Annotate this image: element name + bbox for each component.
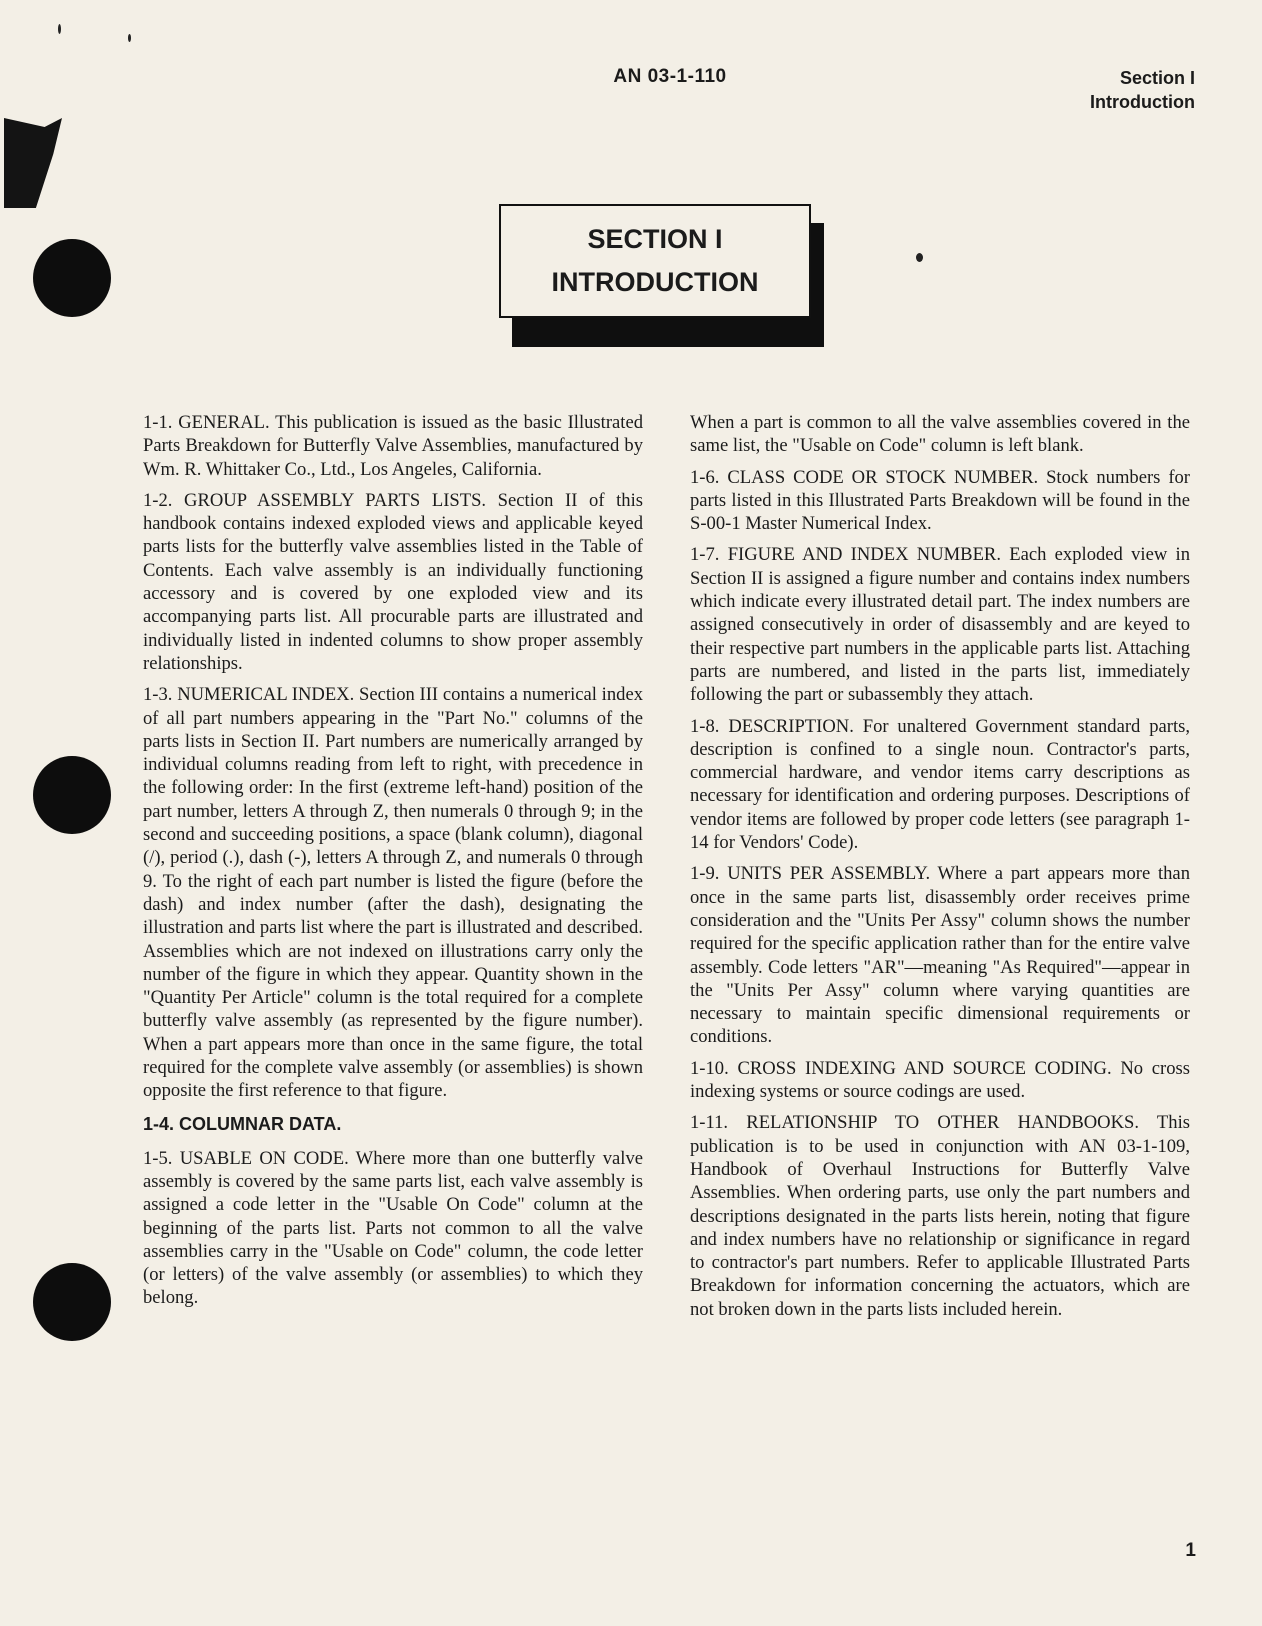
paragraph-1-10: 1-10. CROSS INDEXING AND SOURCE CODING. No cross indexing systems or source codings are used. (690, 1057, 1190, 1103)
right-column (690, 411, 1190, 1329)
paragraph-1-6: 1-6. CLASS CODE OR STOCK NUMBER. Stock numbers for parts listed in this Illustrated Parts Breakdown will be found in the S-00-1 Master Numerical Index. (690, 466, 1190, 535)
paragraph-1-7: 1-7. FIGURE AND INDEX NUMBER. Each exploded view in Section II is assigned a figure number and contains index numbers which indicate every illustrated detail part. The index numbers are assigned consecutively in order of disassembly and are keyed to their respective part numbers in the applicable parts list. Attaching parts are numbered, and listed in the parts list, immediately following the part or subassembly they attach. (690, 544, 1190, 706)
section-title-box (499, 204, 811, 318)
section-header (1090, 66, 1195, 114)
paragraph-1-2: 1-2. GROUP ASSEMBLY PARTS LISTS. Section II of this handbook contains indexed exploded views and applicable keyed parts lists for the butterfly valve assemblies listed in the Table of Contents. Each valve assembly is an individually functioning accessory and is covered by one exploded view and its accompanying parts list. All procurable parts are illustrated and individually listed in indented columns to show proper assembly relationships. (143, 489, 643, 674)
section-title-line1: SECTION I (587, 224, 723, 254)
left-column (143, 411, 643, 1318)
paragraph-1-1: 1-1. GENERAL. This publication is issued as the basic Illustrated Parts Breakdown for Butterfly Valve Assemblies, manufactured by Wm. R. Whittaker Co., Ltd., Los Angeles, California. (143, 412, 643, 480)
punch-hole-middle (33, 756, 111, 834)
scan-speck (916, 253, 923, 262)
section-name: Introduction (1090, 92, 1195, 112)
paragraph-1-3: 1-3. NUMERICAL INDEX. Section III contains a numerical index of all part numbers appearing in the "Part No." columns of the parts lists in Section II. Part numbers are numerically arranged by individual columns reading from left to right, with precedence in the following order: In the first (extreme left-hand) position of the part number, letters A through Z, then numerals 0 through 9; in the second and succeeding positions, a space (blank column), diagonal (/), period (.), dash (-), letters A through Z, and numerals 0 through 9. To the right of each part number is listed the figure (before the dash) and index number (after the dash), designating the illustration and parts list where the part is illustrated and described. Assemblies which are not indexed on illustrations carry only the number of the figure in which they appear. Quantity shown in the "Quantity Per Article" column is the total required for a complete butterfly valve assembly (as represented by the figure number). When a part appears more than once in the same figure, the total required for the complete valve assembly (or assemblies) is shown opposite the first reference to that figure. (143, 684, 643, 1102)
punch-hole-bottom (33, 1263, 111, 1341)
scan-speck (58, 24, 61, 34)
section-title-line2: INTRODUCTION (551, 267, 759, 297)
paragraph-1-5: 1-5. USABLE ON CODE. Where more than one butterfly valve assembly is covered by the same parts list, each valve assembly is assigned a code letter in the "Usable On Code" column at the beginning of the parts list. Parts not common to all the valve assemblies carry in the "Usable on Code" column, the code letter (or letters) of the valve assembly (or assemblies) to which they belong. (143, 1147, 643, 1309)
paragraph-1-5-continued: When a part is common to all the valve assemblies covered in the same list, the "Usable on Code" column is left blank. (690, 412, 1190, 457)
section-label: Section I (1119, 68, 1195, 88)
binder-tab-mark (4, 118, 62, 208)
scan-speck (128, 34, 131, 42)
page-number: 1 (1185, 1540, 1196, 1561)
paragraph-1-9: 1-9. UNITS PER ASSEMBLY. Where a part appears more than once in the same parts list, disassembly order receives prime consideration and the "Units Per Assy" column shows the number required for the specific application rather than for the entire valve assembly. Code letters "AR"—meaning "As Required"—appear in the "Units Per Assy" column where varying quantities are necessary to maintain specific dimensional requirements or conditions. (690, 863, 1190, 1048)
paragraph-1-11: 1-11. RELATIONSHIP TO OTHER HANDBOOKS. This publication is to be used in conjunction with AN 03-1-109, Handbook of Overhaul Instructions for Butterfly Valve Assemblies. When ordering parts, use only the part numbers and descriptions designated in the parts lists herein, noting that figure and index numbers have no relationship or significance in regard to contractor's part numbers. Refer to applicable Illustrated Parts Breakdown for information concerning the actuators, which are not broken down in the parts lists included herein. (690, 1112, 1190, 1320)
punch-hole-top (33, 239, 111, 317)
heading-1-4: 1-4. COLUMNAR DATA. (143, 1113, 342, 1134)
document-number: AN 03-1-110 (613, 66, 727, 87)
paragraph-1-8: 1-8. DESCRIPTION. For unaltered Government standard parts, description is confined to a single noun. Contractor's parts, commercial hardware, and vendor items carry descriptions as necessary for identification and ordering purposes. Descriptions of vendor items are followed by proper code letters (see paragraph 1-14 for Vendors' Code). (690, 715, 1190, 854)
